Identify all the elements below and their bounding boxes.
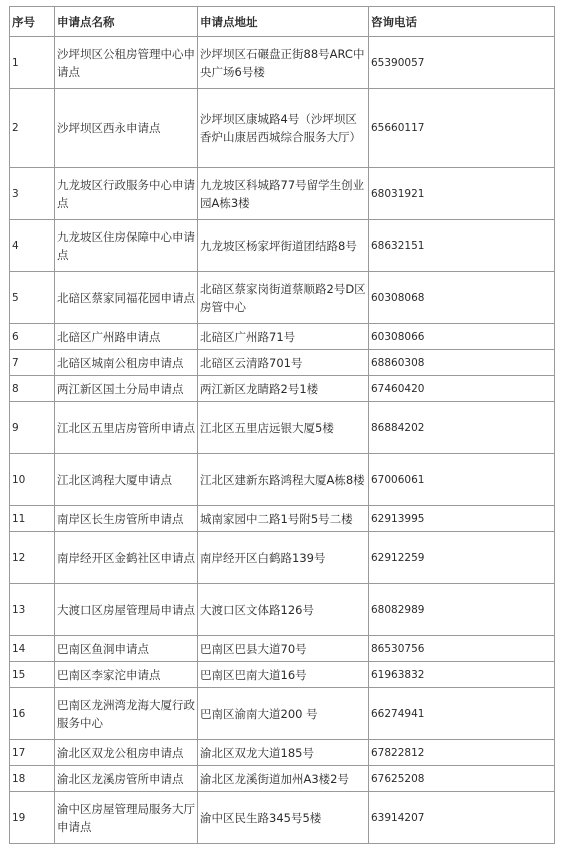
row-address: 城南家园中二路1号附5号二楼 [198,506,369,532]
row-address: 九龙坡区杨家坪街道团结路8号 [198,220,369,272]
table-row [10,688,555,740]
table-row [10,792,555,844]
table-row [10,740,555,766]
row-phone: 60308066 [369,324,555,350]
row-name: 江北区鸿程大厦申请点 [55,454,198,506]
table-row [10,350,555,376]
table-row [10,220,555,272]
row-phone: 62913995 [369,506,555,532]
row-name: 南岸区长生房管所申请点 [55,506,198,532]
row-no: 15 [10,662,55,688]
header-no: 序号 [10,7,55,37]
table-row [10,376,555,402]
row-name: 巴南区李家沱申请点 [55,662,198,688]
header-name: 申请点名称 [55,7,198,37]
application-points-table-container [9,6,555,844]
table-header-row [10,7,555,37]
row-name: 巴南区龙洲湾龙海大厦行政服务中心 [55,688,198,740]
row-address: 江北区五里店远银大厦5楼 [198,402,369,454]
row-no: 11 [10,506,55,532]
row-phone: 63914207 [369,792,555,844]
table-row [10,37,555,89]
row-name: 南岸经开区金鹤社区申请点 [55,532,198,584]
row-name: 北碚区蔡家同福花园申请点 [55,272,198,324]
row-name: 渝中区房屋管理局服务大厅申请点 [55,792,198,844]
table-row [10,766,555,792]
row-phone: 66274941 [369,688,555,740]
row-name: 九龙坡区行政服务中心申请点 [55,168,198,220]
row-name: 沙坪坝区西永申请点 [55,89,198,168]
row-address: 南岸经开区白鹤路139号 [198,532,369,584]
row-address: 两江新区龙睛路2号1楼 [198,376,369,402]
row-no: 7 [10,350,55,376]
row-name: 渝北区双龙公租房申请点 [55,740,198,766]
row-phone: 67625208 [369,766,555,792]
row-phone: 65390057 [369,37,555,89]
table-row [10,402,555,454]
row-phone: 86884202 [369,402,555,454]
row-address: 巴南区渝南大道200 号 [198,688,369,740]
table-row [10,89,555,168]
row-address: 巴南区巴南大道16号 [198,662,369,688]
row-phone: 68031921 [369,168,555,220]
row-no: 4 [10,220,55,272]
row-name: 江北区五里店房管所申请点 [55,402,198,454]
table-row [10,168,555,220]
row-no: 8 [10,376,55,402]
row-name: 北碚区广州路申请点 [55,324,198,350]
table-row [10,454,555,506]
table-row [10,506,555,532]
row-no: 16 [10,688,55,740]
row-phone: 61963832 [369,662,555,688]
row-phone: 65660117 [369,89,555,168]
row-no: 13 [10,584,55,636]
row-no: 3 [10,168,55,220]
table-row [10,662,555,688]
row-address: 巴南区巴县大道70号 [198,636,369,662]
row-address: 北碚区蔡家岗街道蔡顺路2号D区房管中心 [198,272,369,324]
row-phone: 68632151 [369,220,555,272]
row-address: 沙坪坝区石碾盘正街88号ARC中央广场6号楼 [198,37,369,89]
row-no: 1 [10,37,55,89]
row-phone: 67822812 [369,740,555,766]
row-phone: 60308068 [369,272,555,324]
header-address: 申请点地址 [198,7,369,37]
row-no: 9 [10,402,55,454]
row-name: 巴南区鱼洞申请点 [55,636,198,662]
application-points-table [9,6,555,844]
row-address: 渝中区民生路345号5楼 [198,792,369,844]
table-row [10,532,555,584]
row-no: 2 [10,89,55,168]
row-no: 18 [10,766,55,792]
row-address: 九龙坡区科城路77号留学生创业园A栋3楼 [198,168,369,220]
row-no: 5 [10,272,55,324]
row-no: 6 [10,324,55,350]
row-no: 10 [10,454,55,506]
row-address: 北碚区广州路71号 [198,324,369,350]
row-phone: 68860308 [369,350,555,376]
row-name: 九龙坡区住房保障中心申请点 [55,220,198,272]
row-address: 渝北区龙溪街道加州A3楼2号 [198,766,369,792]
row-name: 北碚区城南公租房申请点 [55,350,198,376]
row-phone: 62912259 [369,532,555,584]
row-no: 19 [10,792,55,844]
row-no: 17 [10,740,55,766]
row-name: 沙坪坝区公租房管理中心申请点 [55,37,198,89]
row-name: 渝北区龙溪房管所申请点 [55,766,198,792]
table-row [10,324,555,350]
row-phone: 86530756 [369,636,555,662]
row-address: 沙坪坝区康城路4号（沙坪坝区香炉山康居西城综合服务大厅） [198,89,369,168]
table-row [10,636,555,662]
row-address: 渝北区双龙大道185号 [198,740,369,766]
table-row [10,272,555,324]
row-no: 12 [10,532,55,584]
row-phone: 67006061 [369,454,555,506]
row-phone: 67460420 [369,376,555,402]
row-address: 北碚区云清路701号 [198,350,369,376]
row-address: 江北区建新东路鸿程大厦A栋8楼 [198,454,369,506]
row-name: 大渡口区房屋管理局申请点 [55,584,198,636]
row-phone: 68082989 [369,584,555,636]
table-row [10,584,555,636]
header-phone: 咨询电话 [369,7,555,37]
row-address: 大渡口区文体路126号 [198,584,369,636]
table-body [10,37,555,844]
row-name: 两江新区国土分局申请点 [55,376,198,402]
row-no: 14 [10,636,55,662]
